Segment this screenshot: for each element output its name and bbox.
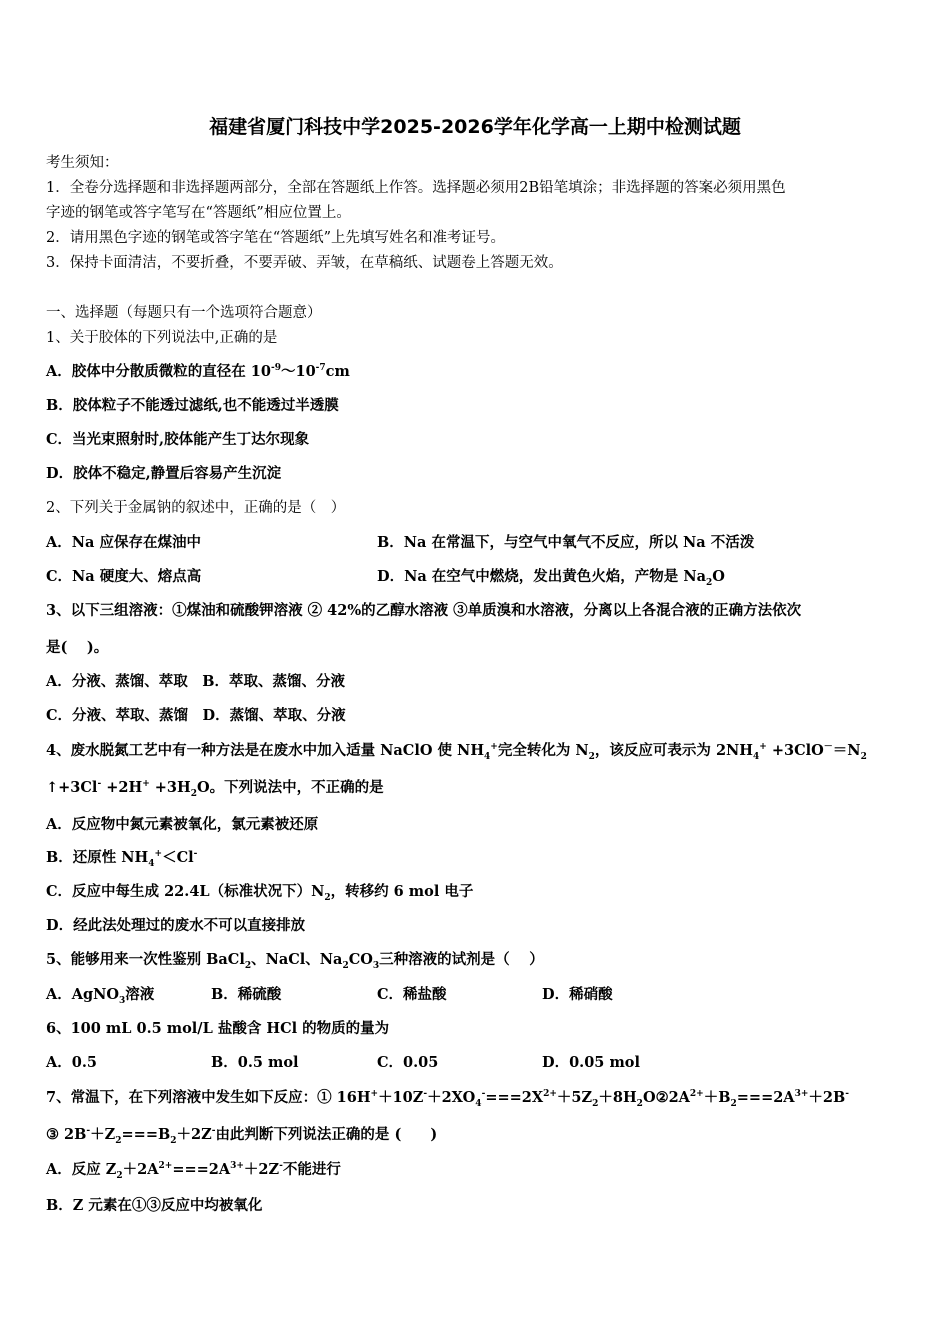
- q1-option-d: D．胶体不稳定,静置后容易产生沉淀: [46, 465, 282, 482]
- q4-stem-1: 4、废水脱氮工艺中有一种方法是在废水中加入适量 NaClO 使 $NH_4^+$完全转化为 $N_2$，该反应可表示为 $2NH_4^+ +3ClO^-=N_2$: [46, 742, 867, 762]
- q6-option-d: D．0.05 mol: [542, 1054, 640, 1071]
- q1-stem: 1、关于胶体的下列说法中,正确的是: [46, 330, 278, 346]
- q6-option-b: B．0.5 mol: [211, 1054, 299, 1071]
- q2-option-a: A．Na 应保存在煤油中: [46, 534, 201, 551]
- q5-option-c: C．稀盐酸: [377, 986, 447, 1003]
- notice-heading: 考生须知：: [46, 155, 119, 171]
- q3-stem-1: 3、以下三组溶液：①煤油和硫酸钾溶液 ② 42%的乙醇水溶液 ③单质溴和水溶液，分离以上各混合液的正确方法依次: [46, 602, 802, 619]
- q2-option-b: B．Na 在常温下，与空气中氧气不反应，所以 Na 不活泼: [377, 534, 755, 551]
- q4-option-d: D．经此法处理过的废水不可以直接排放: [46, 917, 306, 934]
- q4-option-c: C．反应中每生成 22.4L（标准状况下）$N_2$，转移约 6 mol 电子: [46, 883, 474, 903]
- section-heading: 一、选择题（每题只有一个选项符合题意）: [46, 305, 322, 321]
- notice-line-1b: 字迹的钢笔或答字笔写在“答题纸”相应位置上。: [46, 205, 351, 221]
- q1-option-c: C．当光束照射时,胶体能产生丁达尔现象: [46, 431, 310, 448]
- q4-option-a: A．反应物中氮元素被氧化，氯元素被还原: [46, 816, 319, 833]
- q5-option-d: D．稀硝酸: [542, 986, 613, 1003]
- q2-option-c: C．Na 硬度大、熔点高: [46, 568, 202, 585]
- q5-option-b: B．稀硫酸: [211, 986, 282, 1003]
- q4-stem-2: ↑+3Cl- $+2H^+ +3H_2O$。下列说法中，不正确的是: [46, 779, 384, 799]
- q1-option-a: A．胶体中分散质微粒的直径在 $10^{-9}\sim 10^{-7}cm$: [46, 363, 350, 380]
- q6-option-a: A．0.5: [46, 1054, 97, 1071]
- q3-stem-2: 是( )。: [46, 639, 109, 656]
- q6-option-c: C．0.05: [377, 1054, 439, 1071]
- q3-options-ab: A．分液、蒸馏、萃取 B．萃取、蒸馏、分液: [46, 673, 346, 690]
- q6-stem: 6、100 mL 0.5 mol/L 盐酸含 HCl 的物质的量为: [46, 1020, 390, 1037]
- notice-line-1a: 1．全卷分选择题和非选择题两部分，全部在答题纸上作答。选择题必须用2B铅笔填涂；非选择题的答案必须用黑色: [46, 180, 786, 196]
- notice-line-2: 2．请用黑色字迹的钢笔或答字笔在“答题纸”上先填写姓名和准考证号。: [46, 230, 506, 246]
- q2-stem: 2、下列关于金属钠的叙述中，正确的是（ ）: [46, 500, 346, 516]
- q5-stem: 5、能够用来一次性鉴别 BaCl$_2$、NaCl、$Na_2CO_3$三种溶液的试剂是（ ）: [46, 951, 544, 971]
- q7-option-b: B．Z 元素在①③反应中均被氧化: [46, 1197, 263, 1214]
- q5-option-a: A．AgNO$_3$溶液: [46, 986, 155, 1006]
- q2-option-d: D．Na 在空气中燃烧，发出黄色火焰，产物是 $Na_2O$: [377, 568, 725, 588]
- q7-stem-1: 7、常温下，在下列溶液中发生如下反应：① $16H^++10Z^-+2XO_4^-===2X^{2+}+5Z_2+8H_2O②2A^{2+}+B_2===2A^{3+}+2B^-$: [46, 1089, 849, 1109]
- q3-options-cd: C．分液、萃取、蒸馏 D．蒸馏、萃取、分液: [46, 707, 346, 724]
- q7-option-a: A．反应 $Z_2+2A^{2+}===2A^{3+}+2Z^-$不能进行: [46, 1161, 341, 1181]
- q7-stem-2: ③ $2B^-+Z_2===B_2+2Z^-$由此判断下列说法正确的是 ( ): [46, 1126, 438, 1146]
- notice-line-3: 3．保持卡面清洁，不要折叠，不要弄破、弄皱，在草稿纸、试题卷上答题无效。: [46, 255, 563, 271]
- exam-title: 福建省厦门科技中学2025-2026学年化学高一上期中检测试题: [209, 116, 741, 138]
- q4-option-b: B．还原性 $NH_4^+<Cl^-$: [46, 849, 198, 869]
- q1-option-b: B．胶体粒子不能透过滤纸,也不能透过半透膜: [46, 397, 339, 414]
